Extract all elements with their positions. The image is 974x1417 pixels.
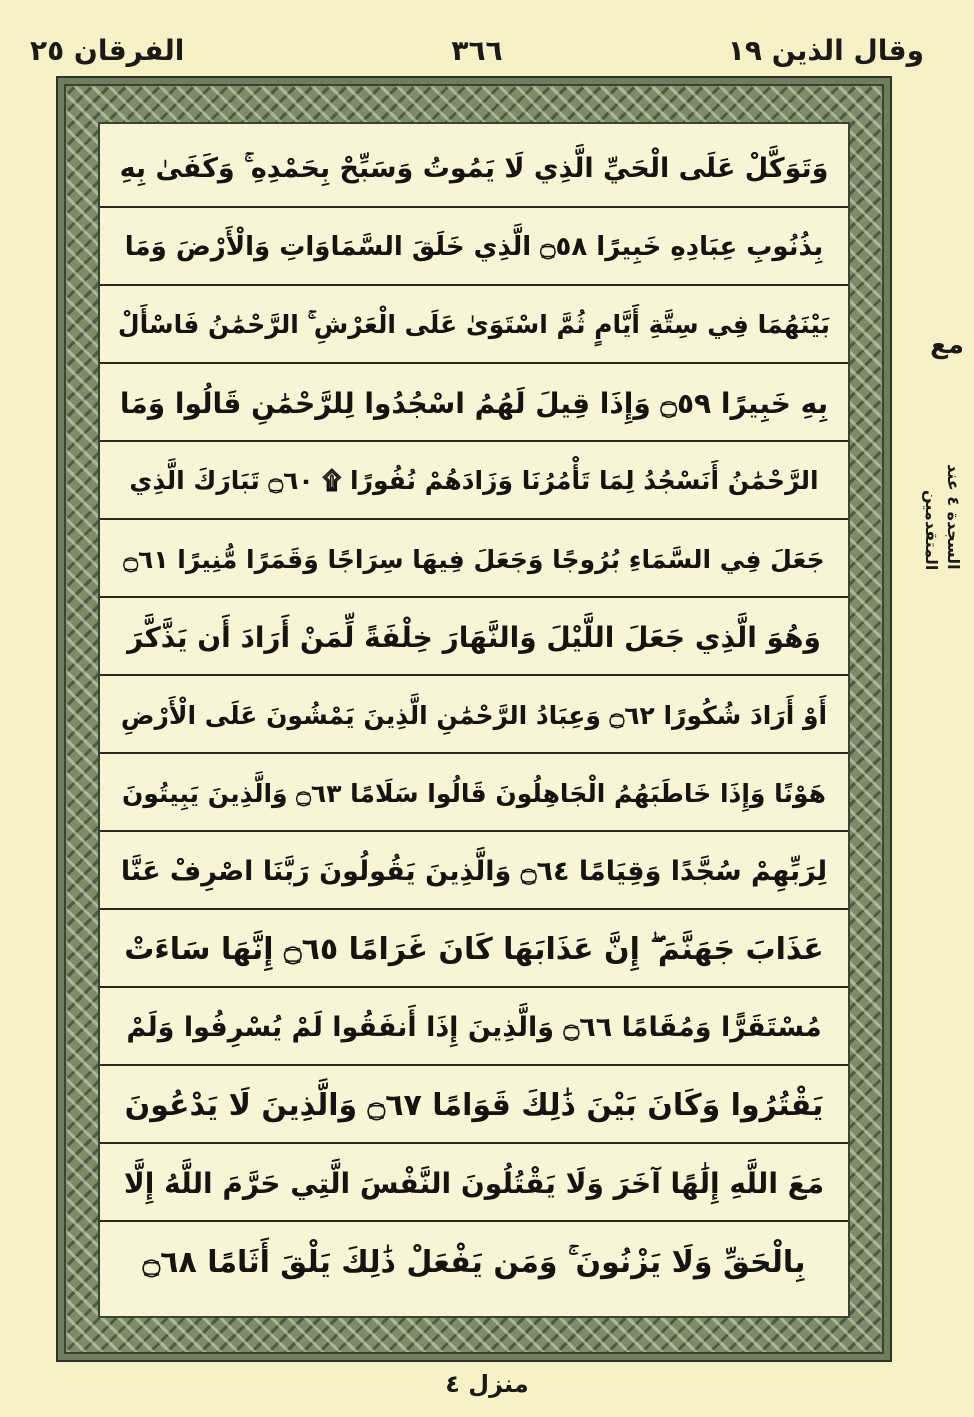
verse-line-14: مَعَ اللَّهِ إِلَٰهًا آخَرَ وَلَا يَقْتُلُونَ النَّفْسَ الَّتِي حَرَّمَ اللَّهُ إِلَّا [100,1146,848,1222]
verse-line-12: مُسْتَقَرًّا وَمُقَامًا ۝٦٦ وَالَّذِينَ إِذَا أَنفَقُوا لَمْ يُسْرِفُوا وَلَمْ [100,990,848,1066]
verse-line-13: يَقْتُرُوا وَكَانَ بَيْنَ ذَٰلِكَ قَوَامًا ۝٦٧ وَالَّذِينَ لَا يَدْعُونَ [100,1068,848,1144]
margin-note [894,330,964,570]
juz-label: وقال الذين ١٩ [727,34,924,67]
verse-line-15: بِالْحَقِّ وَلَا يَزْنُونَ ۚ وَمَن يَفْعَلْ ذَٰلِكَ يَلْقَ أَثَامًا ۝٦٨ [142,1244,806,1280]
verse-line-10: لِرَبِّهِمْ سُجَّدًا وَقِيَامًا ۝٦٤ وَالَّذِينَ يَقُولُونَ رَبَّنَا اصْرِفْ عَنَّا [100,834,848,910]
verse-line-9: هَوْنًا وَإِذَا خَاطَبَهُمُ الْجَاهِلُونَ قَالُوا سَلَامًا ۝٦٣ وَالَّذِينَ يَبِيتُونَ [100,756,848,832]
manzil-label: منزل ٤ [445,1370,529,1398]
verse-line-3: بَيْنَهُمَا فِي سِتَّةِ أَيَّامٍ ثُمَّ اسْتَوَىٰ عَلَى الْعَرْشِ ۚ الرَّحْمَٰنُ فَاسْأَلْ [100,288,848,364]
verse-line-1: وَتَوَكَّلْ عَلَى الْحَيِّ الَّذِي لَا يَمُوتُ وَسَبِّحْ بِحَمْدِهِ ۚ وَكَفَىٰ بِهِ [100,132,848,208]
verse-line-8: أَوْ أَرَادَ شُكُورًا ۝٦٢ وَعِبَادُ الرَّحْمَٰنِ الَّذِينَ يَمْشُونَ عَلَى الْأَرْضِ [100,678,848,754]
verse-line-5: الرَّحْمَٰنُ أَنَسْجُدُ لِمَا تَأْمُرُنَا وَزَادَهُمْ نُفُورًا ۩ ۝٦٠ تَبَارَكَ الَّذِي [100,444,848,520]
verse-line-4: بِهِ خَبِيرًا ۝٥٩ وَإِذَا قِيلَ لَهُمُ اسْجُدُوا لِلرَّحْمَٰنِ قَالُوا وَمَا [100,366,848,442]
page-number: ٣٦٦ [451,34,503,67]
verse-text-panel [98,122,850,1318]
verse-line-6: جَعَلَ فِي السَّمَاءِ بُرُوجًا وَجَعَلَ فِيهَا سِرَاجًا وَقَمَرًا مُّنِيرًا ۝٦١ [100,522,848,598]
margin-symbol: مع [930,330,964,360]
verse-line-2: بِذُنُوبِ عِبَادِهِ خَبِيرًا ۝٥٨ الَّذِي خَلَقَ السَّمَاوَاتِ وَالْأَرْضَ وَمَا [100,210,848,286]
verse-line-7: وَهُوَ الَّذِي جَعَلَ اللَّيْلَ وَالنَّهَارَ خِلْفَةً لِّمَنْ أَرَادَ أَن يَذَّكَّرَ [100,600,848,676]
verse-line-11: عَذَابَ جَهَنَّمَ ۖ إِنَّ عَذَابَهَا كَانَ غَرَامًا ۝٦٥ إِنَّهَا سَاءَتْ [100,912,848,988]
surah-label: الفرقان ٢٥ [30,34,185,67]
margin-sajda-note: السجدة ٤ عند المتقدمين [922,464,963,570]
